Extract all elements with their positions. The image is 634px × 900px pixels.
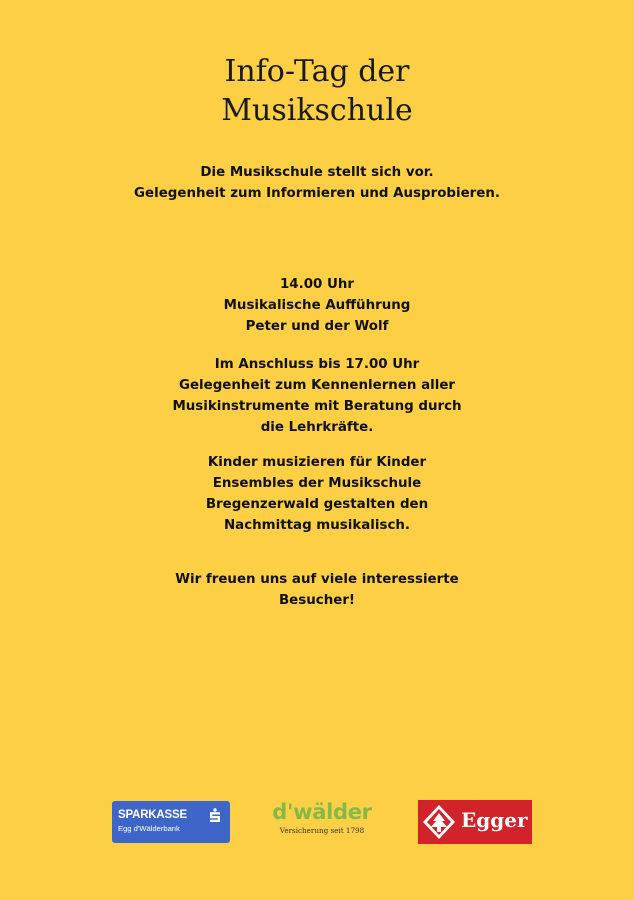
- egger-name: Egger: [461, 808, 528, 832]
- instruments-line: Musikinstrumente mit Beratung durch: [172, 399, 462, 414]
- intro-line: Gelegenheit zum Informieren und Ausprobieren.: [134, 186, 500, 201]
- title-line-1: Info-Tag der: [224, 54, 410, 89]
- intro-text: [0, 162, 634, 204]
- performance-type: Musikalische Aufführung: [223, 298, 411, 313]
- tree-icon: [422, 804, 456, 840]
- intro-line: Die Musikschule stellt sich vor.: [200, 165, 434, 180]
- performance-time: 14.00 Uhr: [279, 277, 355, 292]
- ensembles-line: Kinder musizieren für Kinder: [207, 455, 427, 470]
- dwaelder-name: d'wälder: [272, 800, 372, 824]
- schedule-instruments: [0, 354, 634, 438]
- dwaelder-subtitle: Versicherung seit 1798: [279, 826, 365, 835]
- sparkasse-subtitle: Egg d'Wälderbank: [118, 824, 180, 833]
- sparkasse-name: SPARKASSE: [118, 809, 187, 821]
- closing-line: Besucher!: [278, 593, 356, 608]
- egger-logo: [418, 800, 532, 844]
- closing-line: Wir freuen uns auf viele interessierte: [175, 572, 459, 587]
- instruments-line: Im Anschluss bis 17.00 Uhr: [214, 357, 420, 372]
- closing-text: [0, 569, 634, 611]
- ensembles-line: Ensembles der Musikschule: [212, 476, 422, 491]
- page-title: [0, 52, 634, 130]
- schedule-performance: [0, 274, 634, 337]
- ensembles-line: Bregenzerwald gestalten den: [205, 497, 429, 512]
- schedule-ensembles: [0, 452, 634, 536]
- performance-title: Peter und der Wolf: [245, 319, 389, 334]
- dwaelder-logo: [262, 800, 382, 844]
- sparkasse-logo: [112, 801, 230, 843]
- ensembles-line: Nachmittag musikalisch.: [223, 518, 411, 533]
- sparkasse-s-icon: [208, 808, 222, 822]
- title-line-2: Musikschule: [221, 93, 413, 128]
- instruments-line: Gelegenheit zum Kennenlernen aller: [178, 378, 456, 393]
- sponsor-bar: [0, 800, 634, 844]
- instruments-line: die Lehrkräfte.: [260, 420, 374, 435]
